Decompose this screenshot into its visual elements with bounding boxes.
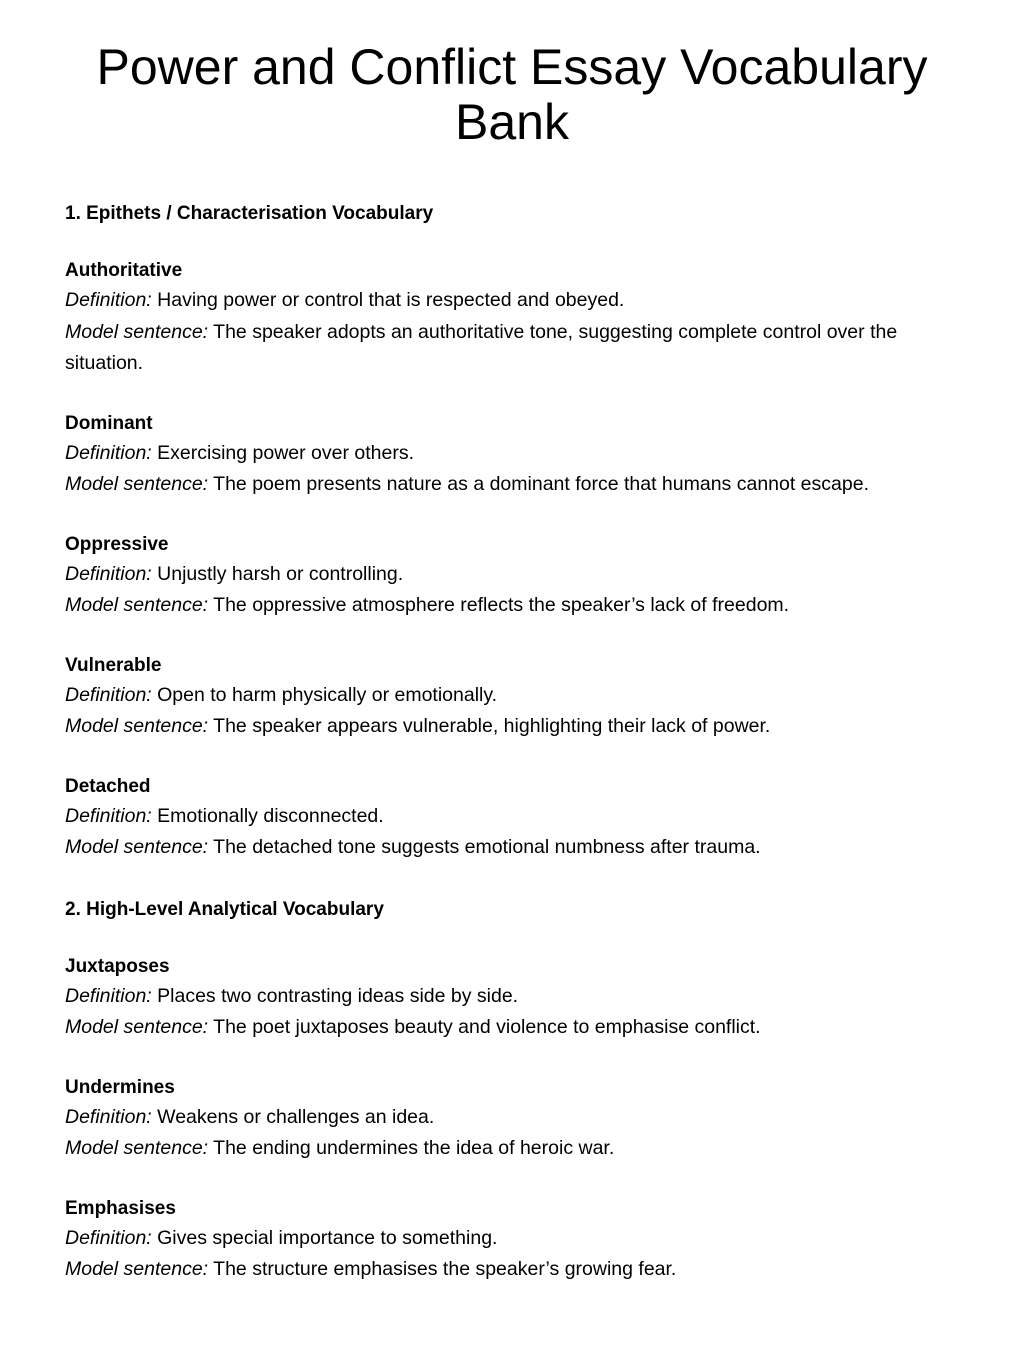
term-definition <box>65 680 959 712</box>
definition-text: Gives special importance to something. <box>157 1226 498 1249</box>
definition-text: Unjustly harsh or controlling. <box>157 562 404 585</box>
model-sentence-text: The poet juxtaposes beauty and violence to emphasise conflict. <box>213 1016 761 1038</box>
section-analytical <box>65 897 959 1286</box>
model-sentence-text: The structure emphasises the speaker’s growing fear. <box>213 1258 677 1280</box>
model-sentence-label: Model sentence: <box>65 473 209 495</box>
model-sentence-text: The oppressive atmosphere reflects the speaker’s lack of freedom. <box>213 594 790 616</box>
term-model-sentence <box>65 590 959 622</box>
term-word: Juxtaposes <box>65 955 170 977</box>
model-sentence-text: The ending undermines the idea of heroic war. <box>213 1137 615 1159</box>
term-definition <box>65 285 959 317</box>
term-definition <box>65 981 959 1013</box>
term-word: Emphasises <box>65 1197 176 1219</box>
definition-label: Definition: <box>65 441 152 464</box>
model-sentence-label: Model sentence: <box>65 594 209 616</box>
model-sentence-text: The speaker appears vulnerable, highlighting their lack of power. <box>213 715 771 737</box>
model-sentence-label: Model sentence: <box>65 836 209 858</box>
section-heading: 1. Epithets / Characterisation Vocabulary <box>65 203 434 224</box>
term-definition <box>65 801 959 833</box>
term-definition <box>65 1223 959 1255</box>
model-sentence-label: Model sentence: <box>65 320 209 343</box>
term-entry-authoritative <box>65 258 959 380</box>
definition-label: Definition: <box>65 804 152 827</box>
term-definition <box>65 438 959 470</box>
term-entry-vulnerable <box>65 653 959 743</box>
term-entry-oppressive <box>65 532 959 622</box>
model-sentence-text: The detached tone suggests emotional numbness after trauma. <box>213 836 761 858</box>
model-sentence-label: Model sentence: <box>65 1137 209 1159</box>
definition-label: Definition: <box>65 984 152 1007</box>
term-word: Detached <box>65 775 151 797</box>
term-entry-emphasises <box>65 1196 959 1286</box>
term-word: Vulnerable <box>65 654 162 676</box>
definition-label: Definition: <box>65 289 152 311</box>
term-entry-juxtaposes <box>65 954 959 1044</box>
model-sentence-label: Model sentence: <box>65 715 209 737</box>
definition-text: Places two contrasting ideas side by side. <box>157 984 519 1007</box>
term-word: Undermines <box>65 1076 175 1098</box>
term-entry-dominant <box>65 411 959 501</box>
definition-label: Definition: <box>65 562 152 585</box>
definition-text: Weakens or challenges an idea. <box>157 1105 435 1128</box>
term-model-sentence <box>65 1012 959 1044</box>
term-definition <box>65 1102 959 1134</box>
term-model-sentence <box>65 317 959 380</box>
model-sentence-text: The poem presents nature as a dominant force that humans cannot escape. <box>213 473 869 495</box>
section-heading: 2. High-Level Analytical Vocabulary <box>65 898 384 920</box>
term-word: Authoritative <box>65 260 183 281</box>
term-model-sentence <box>65 1254 959 1286</box>
model-sentence-label: Model sentence: <box>65 1258 209 1280</box>
term-definition <box>65 559 959 591</box>
term-word: Oppressive <box>65 533 169 555</box>
page-title: Power and Conflict Essay Vocabulary Bank <box>96 39 928 150</box>
model-sentence-label: Model sentence: <box>65 1016 209 1038</box>
section-epithets <box>65 201 959 864</box>
definition-label: Definition: <box>65 1226 152 1249</box>
term-entry-detached <box>65 774 959 864</box>
term-model-sentence <box>65 832 959 864</box>
model-sentence-text: The speaker adopts an authoritative tone, suggesting complete control over the situation. <box>65 320 898 374</box>
term-entry-undermines <box>65 1075 959 1165</box>
term-word: Dominant <box>65 412 153 434</box>
definition-label: Definition: <box>65 683 152 706</box>
definition-text: Having power or control that is respected and obeyed. <box>157 289 625 311</box>
term-model-sentence <box>65 711 959 743</box>
term-model-sentence <box>65 1133 959 1165</box>
definition-text: Open to harm physically or emotionally. <box>157 683 498 706</box>
term-model-sentence <box>65 469 959 501</box>
definition-text: Exercising power over others. <box>157 441 415 464</box>
definition-text: Emotionally disconnected. <box>157 804 384 827</box>
definition-label: Definition: <box>65 1105 152 1128</box>
